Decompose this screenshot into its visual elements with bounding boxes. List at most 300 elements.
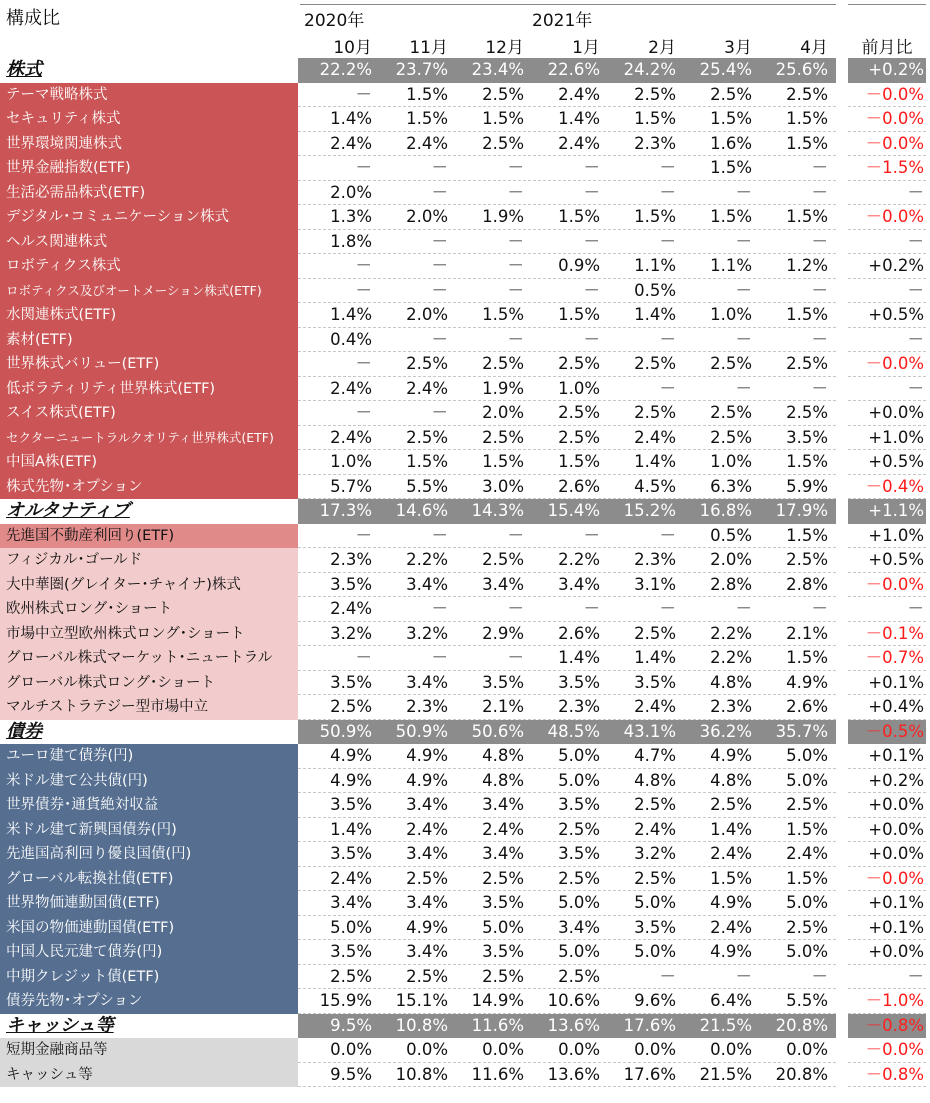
value-cell: 1.5% [634,207,676,226]
value-cell: 4.9% [786,672,828,692]
table-row [0,867,930,892]
value-cell: 2.4% [482,819,524,839]
value-cell: － [583,599,600,618]
value-cell: 3.5% [330,844,372,863]
value-cell: 4.9% [406,917,448,937]
table-row [0,475,930,500]
value-cell: － [659,158,676,177]
row-label: ロボティクス及びオートメーション株式(ETF) [0,279,298,304]
table-row [0,1063,930,1088]
value-cell: 3.2% [406,623,448,643]
value-cell: 5.0% [558,746,600,765]
value-cell: － [431,648,448,667]
row-label: 世界債券･通貨絶対収益 [0,793,298,818]
value-cell: 4.8% [710,770,752,790]
value-cell: 3.5% [330,942,372,961]
category-total-cell: 23.7% [395,60,448,79]
value-cell: 1.4% [634,648,676,667]
row-label: セキュリティ株式 [0,107,298,132]
diff-cell: －0.0% [865,574,924,594]
row-label: 世界金融指数(ETF) [0,156,298,181]
value-cell: 1.5% [634,109,676,128]
value-cell: 2.3% [558,697,600,716]
month-header: 11月 [409,38,448,58]
row-label: グローバル株式マーケット･ニュートラル [0,646,298,671]
value-cell: 1.5% [406,84,448,104]
value-cell: 5.0% [786,893,828,912]
value-cell: 2.4% [634,427,676,447]
value-cell: 2.3% [634,133,676,153]
value-cell: 2.2% [710,648,752,667]
category-row [0,499,930,524]
diff-cell: －1.0% [865,991,924,1010]
value-cell: 2.5% [482,966,524,986]
value-cell: 1.0% [710,305,752,324]
value-cell: － [659,182,676,202]
category-row [0,720,930,745]
diff-cell: +0.2% [868,770,924,790]
value-cell: － [735,182,752,202]
value-cell: － [431,256,448,275]
value-cell: 3.5% [786,427,828,447]
value-cell: 2.6% [558,623,600,643]
value-cell: 9.5% [330,1064,372,1084]
value-cell: 2.2% [406,550,448,569]
row-label: 欧州株式ロング･ショート [0,597,298,622]
row-label: 株式先物･オプション [0,475,298,500]
value-cell: － [355,256,372,275]
value-cell: － [355,648,372,667]
value-cell: 3.5% [634,672,676,692]
value-cell: 2.5% [482,550,524,569]
value-cell: 10.8% [395,1064,448,1084]
year-2021-label: 2021年 [532,11,593,31]
value-cell: 5.9% [786,476,828,496]
value-cell: 0.9% [558,256,600,275]
value-cell: 4.9% [710,746,752,765]
value-cell: 1.4% [710,819,752,839]
value-cell: 1.2% [786,256,828,275]
category-total-cell: 21.5% [699,1015,752,1035]
table-row [0,1038,930,1063]
value-cell: 2.5% [786,84,828,104]
diff-cell: －0.0% [865,109,924,128]
category-total-cell: 14.3% [471,501,524,520]
value-cell: 2.5% [710,354,752,373]
value-cell: 1.4% [634,452,676,471]
value-cell: － [659,378,676,398]
value-cell: － [735,599,752,618]
value-cell: 3.4% [406,942,448,961]
value-cell: － [659,231,676,251]
row-label: 債券先物･オプション [0,989,298,1014]
value-cell: － [507,599,524,618]
value-cell: 1.5% [786,305,828,324]
diff-cell: +0.2% [868,256,924,275]
diff-cell: － [907,378,924,398]
row-label: 素材(ETF) [0,328,298,353]
value-cell: 5.5% [786,991,828,1010]
value-cell: － [431,231,448,251]
value-cell: 5.0% [634,942,676,961]
category-total-cell: 43.1% [623,721,676,741]
value-cell: 2.3% [330,550,372,569]
value-cell: － [431,158,448,177]
value-cell: 3.5% [558,795,600,814]
category-total-cell: 24.2% [623,60,676,79]
table-row [0,573,930,598]
value-cell: － [583,182,600,202]
diff-cell: －0.4% [865,476,924,496]
category-total-cell: 25.4% [699,60,752,79]
value-cell: 3.4% [406,844,448,863]
row-label: 米ドル建て新興国債券(円) [0,818,298,843]
value-cell: － [735,280,752,300]
row-label: ヘルス関連株式 [0,230,298,255]
value-cell: 9.6% [634,991,676,1010]
value-cell: 1.5% [558,452,600,471]
value-cell: 10.6% [547,991,600,1010]
value-cell: 1.5% [710,868,752,888]
diff-cell: － [907,280,924,300]
value-cell: 0.0% [558,1040,600,1059]
table-row [0,328,930,353]
value-cell: 1.5% [786,109,828,128]
value-cell: 2.0% [330,182,372,202]
row-label: 世界物価連動国債(ETF) [0,891,298,916]
value-cell: 4.9% [330,770,372,790]
value-cell: － [659,329,676,349]
value-cell: 3.4% [330,893,372,912]
table-row [0,303,930,328]
value-cell: 2.9% [482,623,524,643]
table-row [0,989,930,1014]
value-cell: 2.5% [786,795,828,814]
table-row [0,891,930,916]
row-label: 市場中立型欧州株式ロング･ショート [0,622,298,647]
value-cell: 1.5% [710,109,752,128]
value-cell: 2.0% [406,207,448,226]
value-cell: － [583,231,600,251]
value-cell: 3.5% [634,917,676,937]
value-cell: － [507,329,524,349]
diff-cell: － [907,182,924,202]
diff-cell: +0.1% [868,893,924,912]
table-row [0,940,930,965]
category-row [0,58,930,83]
value-cell: 2.5% [786,403,828,422]
value-cell: － [583,525,600,545]
value-cell: 0.0% [634,1040,676,1059]
value-cell: 2.4% [330,427,372,447]
category-total-cell: 36.2% [699,721,752,741]
table-row [0,818,930,843]
value-cell: 0.5% [634,280,676,300]
value-cell: 2.5% [558,354,600,373]
value-cell: 2.5% [558,868,600,888]
row-label: 世界環境関連株式 [0,132,298,157]
value-cell: － [811,599,828,618]
value-cell: 1.5% [482,452,524,471]
value-cell: 0.0% [482,1040,524,1059]
value-cell: 0.0% [406,1040,448,1059]
value-cell: 1.4% [558,109,600,128]
value-cell: 1.3% [330,207,372,226]
diff-cell: +1.0% [868,525,924,545]
value-cell: 1.5% [482,109,524,128]
table-row [0,450,930,475]
category-total-cell: 17.3% [319,501,372,520]
table-row [0,132,930,157]
value-cell: 2.3% [634,550,676,569]
value-cell: 3.5% [330,574,372,594]
value-cell: － [583,280,600,300]
category-diff-cell: +1.1% [868,501,924,520]
value-cell: 1.0% [710,452,752,471]
value-cell: 4.9% [406,770,448,790]
diff-cell: －0.0% [865,207,924,226]
row-label: 中期クレジット債(ETF) [0,965,298,990]
value-cell: 1.5% [786,207,828,226]
value-cell: 0.5% [710,525,752,545]
value-cell: 2.0% [482,403,524,422]
value-cell: 1.6% [710,133,752,153]
value-cell: 2.5% [406,966,448,986]
value-cell: 3.4% [406,893,448,912]
value-cell: 2.5% [634,623,676,643]
value-cell: － [583,158,600,177]
value-cell: 4.9% [406,746,448,765]
diff-cell: +0.5% [868,452,924,471]
value-cell: 0.0% [710,1040,752,1059]
diff-cell: +0.0% [868,403,924,422]
value-cell: 1.0% [330,452,372,471]
value-cell: 3.4% [406,574,448,594]
value-cell: 2.5% [482,84,524,104]
value-cell: 1.5% [786,525,828,545]
diff-cell: －0.0% [865,133,924,153]
value-cell: 1.4% [634,305,676,324]
value-cell: － [735,378,752,398]
table-row [0,671,930,696]
table-header [0,0,930,58]
value-cell: 5.0% [558,770,600,790]
value-cell: 2.4% [558,84,600,104]
value-cell: － [507,256,524,275]
value-cell: 1.5% [786,648,828,667]
table-row [0,205,930,230]
category-total-cell: 50.6% [471,721,524,741]
diff-cell: +0.5% [868,550,924,569]
category-total-cell: 11.6% [471,1015,524,1035]
table-row [0,254,930,279]
category-diff-cell: +0.2% [868,60,924,79]
value-cell: － [355,403,372,422]
table-row [0,156,930,181]
category-total-cell: 16.8% [699,501,752,520]
row-label: 世界株式バリュー(ETF) [0,352,298,377]
value-cell: 3.5% [558,844,600,863]
table-row [0,842,930,867]
diff-cell: －1.5% [865,158,924,177]
value-cell: 13.6% [547,1064,600,1084]
diff-cell: －0.0% [865,868,924,888]
value-cell: 17.6% [623,1064,676,1084]
value-cell: 2.4% [634,819,676,839]
value-cell: 3.5% [330,672,372,692]
value-cell: 4.7% [634,746,676,765]
value-cell: 2.4% [330,868,372,888]
value-cell: 2.4% [710,917,752,937]
value-cell: 2.6% [558,476,600,496]
category-total-cell: 23.4% [471,60,524,79]
row-label: スイス株式(ETF) [0,401,298,426]
value-cell: － [431,329,448,349]
value-cell: 5.0% [786,746,828,765]
value-cell: 1.4% [330,305,372,324]
table-row [0,279,930,304]
diff-cell: +0.0% [868,819,924,839]
value-cell: 6.4% [710,991,752,1010]
row-label: 低ボラティリティ世界株式(ETF) [0,377,298,402]
value-cell: － [507,525,524,545]
value-cell: 3.4% [558,917,600,937]
category-label: オルタナティブ [6,500,130,521]
value-cell: 2.5% [406,354,448,373]
diff-cell: － [907,966,924,986]
month-header: 3月 [724,38,752,58]
value-cell: 2.4% [406,378,448,398]
diff-cell: －0.7% [865,648,924,667]
row-label: キャッシュ等 [0,1063,298,1088]
value-cell: 2.0% [406,305,448,324]
value-cell: － [507,648,524,667]
value-cell: 2.1% [482,697,524,716]
value-cell: 3.2% [634,844,676,863]
value-cell: 15.1% [395,991,448,1010]
row-label: デジタル･コミュニケーション株式 [0,205,298,230]
row-label: 水関連株式(ETF) [0,303,298,328]
value-cell: 2.4% [406,819,448,839]
table-row [0,107,930,132]
value-cell: 21.5% [699,1064,752,1084]
value-cell: － [659,599,676,618]
value-cell: 6.3% [710,476,752,496]
category-total-cell: 10.8% [395,1015,448,1035]
value-cell: 1.5% [786,868,828,888]
value-cell: 5.0% [482,917,524,937]
row-label: 短期金融商品等 [0,1038,298,1063]
table-row [0,352,930,377]
category-label: 債券 [6,720,42,742]
value-cell: － [507,231,524,251]
value-cell: － [659,966,676,986]
value-cell: 2.3% [710,697,752,716]
value-cell: 4.8% [634,770,676,790]
value-cell: 2.5% [710,427,752,447]
value-cell: 1.9% [482,378,524,398]
value-cell: 2.4% [786,844,828,863]
value-cell: 5.0% [786,942,828,961]
value-cell: 1.5% [786,133,828,153]
value-cell: 2.5% [482,133,524,153]
value-cell: － [659,525,676,545]
table-row [0,524,930,549]
header-rule [300,4,836,5]
value-cell: 2.5% [786,354,828,373]
value-cell: － [507,280,524,300]
year-2020-label: 2020年 [304,11,365,31]
value-cell: 1.4% [330,819,372,839]
diff-cell: +0.1% [868,746,924,765]
value-cell: 4.8% [482,746,524,765]
table-row [0,377,930,402]
value-cell: 1.5% [558,207,600,226]
diff-cell: +0.0% [868,942,924,961]
value-cell: 5.5% [406,476,448,496]
value-cell: － [811,231,828,251]
value-cell: 2.8% [786,574,828,594]
value-cell: － [355,354,372,373]
value-cell: 4.9% [710,893,752,912]
value-cell: 2.5% [710,84,752,104]
month-header: 4月 [800,38,828,58]
value-cell: 2.4% [330,133,372,153]
category-label: キャッシュ等 [6,1014,114,1036]
diff-cell: +0.1% [868,672,924,692]
value-cell: 2.5% [786,550,828,569]
category-row [0,1014,930,1039]
diff-cell: +0.0% [868,844,924,863]
category-total-cell: 22.2% [319,60,372,79]
table-row [0,646,930,671]
value-cell: － [507,158,524,177]
value-cell: 2.4% [406,133,448,153]
value-cell: 2.5% [558,427,600,447]
value-cell: 2.5% [482,354,524,373]
category-total-cell: 9.5% [330,1015,372,1035]
category-total-cell: 14.6% [395,501,448,520]
value-cell: 2.2% [558,550,600,569]
value-cell: 3.4% [482,795,524,814]
value-cell: 11.6% [471,1064,524,1084]
table-row [0,769,930,794]
value-cell: 1.5% [710,158,752,177]
row-label: 先進国高利回り優良国債(円) [0,842,298,867]
value-cell: － [583,329,600,349]
month-header: 1月 [572,38,600,58]
table-row [0,230,930,255]
value-cell: 2.3% [406,697,448,716]
value-cell: － [507,182,524,202]
value-cell: 4.5% [634,476,676,496]
category-diff-cell: －0.8% [865,1015,924,1035]
value-cell: 3.4% [482,844,524,863]
value-cell: 2.5% [558,403,600,422]
diff-cell: +0.0% [868,795,924,814]
table-row [0,916,930,941]
value-cell: 2.5% [482,427,524,447]
category-total-cell: 15.2% [623,501,676,520]
value-cell: 14.9% [471,991,524,1010]
value-cell: 3.5% [558,672,600,692]
category-total-cell: 48.5% [547,721,600,741]
value-cell: 2.5% [558,819,600,839]
value-cell: － [431,599,448,618]
month-header: 2月 [648,38,676,58]
value-cell: 0.4% [330,329,372,349]
value-cell: 2.5% [634,354,676,373]
